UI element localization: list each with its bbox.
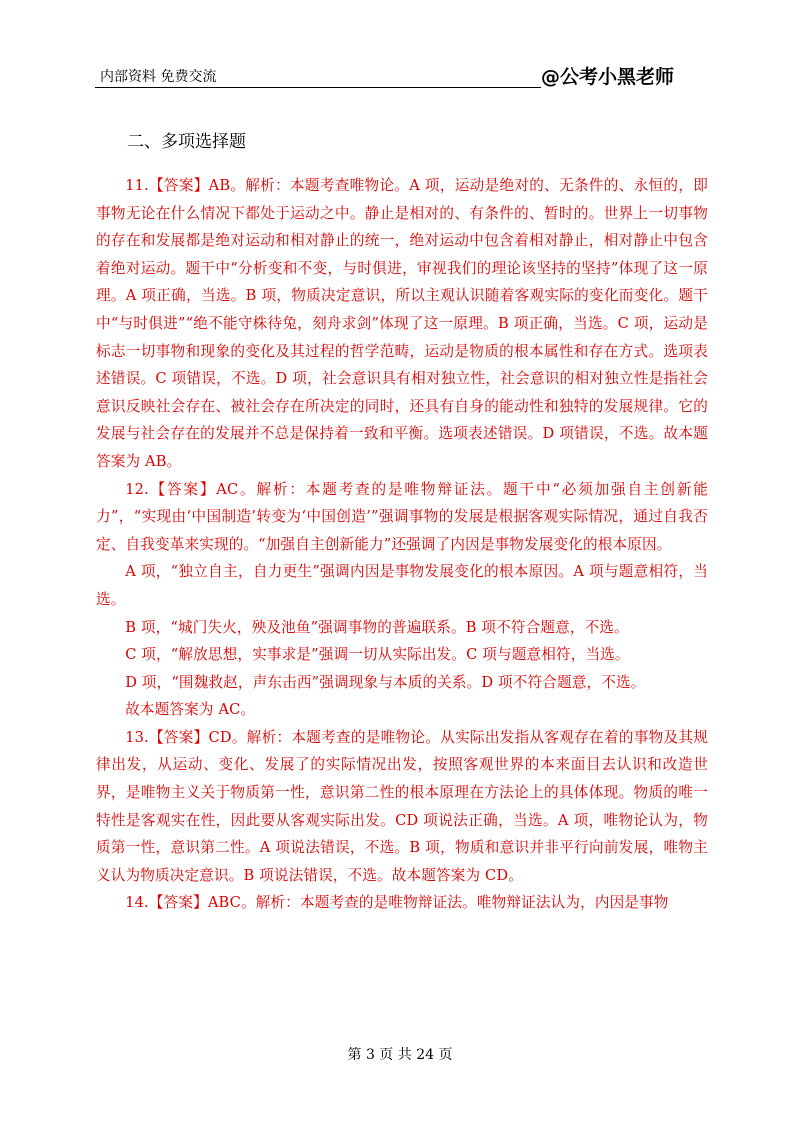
answer-13-paragraph: 13.【答案】CD。解析：本题考查的是唯物论。从实际出发指从客观存在着的事物及其规律出发，从运动、变化、发展了的实际情况出发，按照客观世界的本来面目去认识和改造世界，是唯物主义关于物质第一性，意识第二性的根本原理在方法论上的具体体现。物质的唯一特性是客观实在性，因此要从客观实际出发。CD 项说法正确，当选。A 项，唯物论认为，物质第一性，意识第二性。A 项说法错误，不选。B 项，物质和意识并非平行向前发展，唯物主义认为物质决定意识。B 项说法错误，不选。故本题答案为 CD。 <box>96 728 708 884</box>
answer-content <box>96 172 708 917</box>
option-c-paragraph: C 项，“解放思想，实事求是”强调一切从实际出发。C 项与题意相符，当选。 <box>125 646 630 664</box>
header-divider <box>95 87 541 88</box>
option-b-paragraph: B 项，“城门失火，殃及池鱼”强调事物的普遍联系。B 项不符合题意，不选。 <box>125 618 629 636</box>
header-left-text: 内部资料 免费交流 <box>100 69 217 85</box>
answer-14-paragraph: 14.【答案】ABC。解析：本题考查的是唯物辩证法。唯物辩证法认为，内因是事物 <box>125 894 669 912</box>
answer-12-conclusion: 故本题答案为 AC。 <box>125 701 256 719</box>
option-d-paragraph: D 项，“围魏救赵，声东击西”强调现象与本质的关系。D 项不符合题意，不选。 <box>125 673 646 691</box>
section-title: 二、多项选择题 <box>127 132 246 152</box>
answer-11-paragraph: 11.【答案】AB。解析：本题考查唯物论。A 项，运动是绝对的、无条件的、永恒的，即事物无论在什么情况下都处于运动之中。静止是相对的、有条件的、暂时的。世界上一切事物的存在和发展都是绝对运动和相对静止的统一，绝对运动中包含着相对静止，相对静止中包含着绝对运动。题干中“分析变和不变，与时俱进，审视我们的理论该坚持的坚持”体现了这一原理。A 项正确，当选。B 项，物质决定意识，所以主观认识随着客观实际的变化而变化。题干中“与时俱进”“绝不能守株待兔，刻舟求剑”体现了这一原理。B 项正确，当选。C 项，运动是标志一切事物和现象的变化及其过程的哲学范畴，运动是物质的根本属性和存在方式。选项表述错误。C 项错误，不选。D 项，社会意识具有相对独立性，社会意识的相对独立性是指社会意识反映社会存在、被社会存在所决定的同时，还具有自身的能动性和独特的发展规律。它的发展与社会存在的发展并不总是保持着一致和平衡。选项表述错误。D 项错误，不选。故本题答案为 AB。 <box>96 177 708 470</box>
header-watermark-text: @公考小黑老师 <box>541 66 675 88</box>
answer-12-paragraph: 12.【答案】AC。解析：本题考查的是唯物辩证法。题干中“必须加强自主创新能力”，“实现由‘中国制造’转变为‘中国创造’”强调事物的发展是根据客观实际情况，通过自我否定、自我变革来实现的。“加强自主创新能力”还强调了内因是事物发展变化的根本原因。 <box>96 480 708 553</box>
page-footer: 第 3 页 共 24 页 <box>347 1047 453 1063</box>
option-a-paragraph: A 项，“独立自主，自力更生”强调内因是事物发展变化的根本原因。A 项与题意相符，当选。 <box>96 563 708 608</box>
